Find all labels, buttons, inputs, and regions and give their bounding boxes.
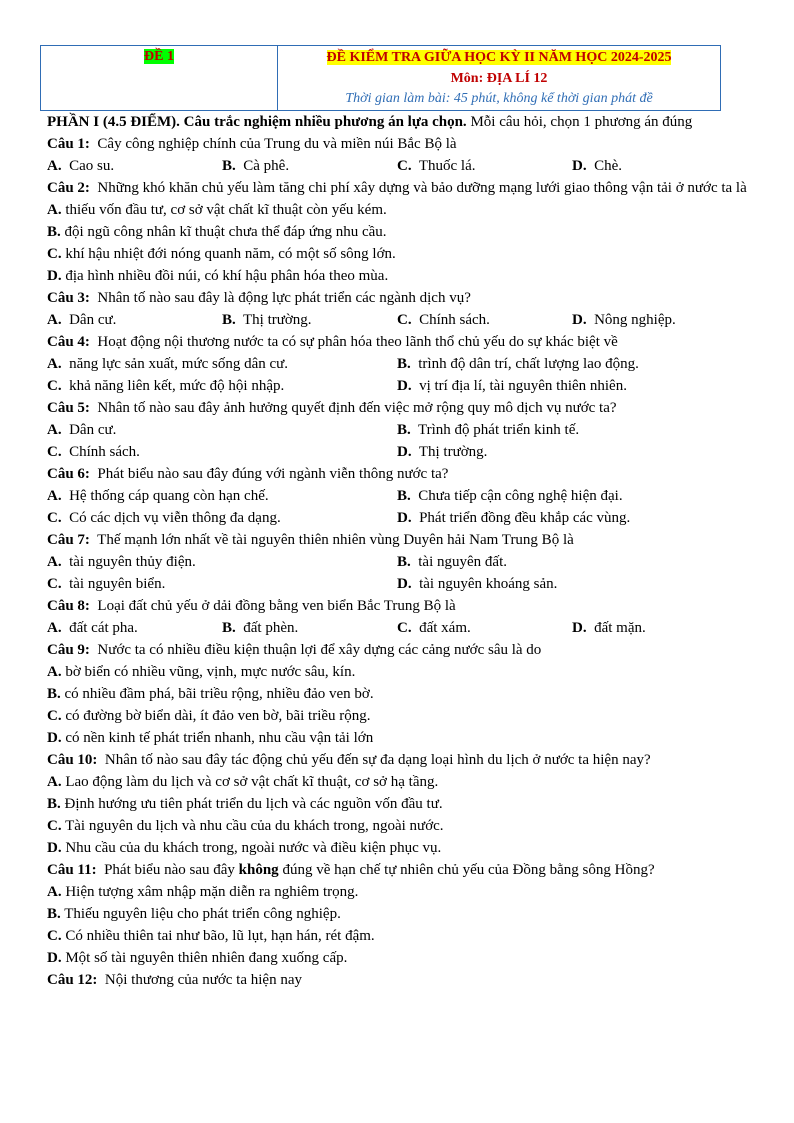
option-a[interactable]: A. Dân cư. (47, 422, 117, 438)
exam-code: ĐỀ 1 (144, 49, 174, 64)
option-b[interactable]: B. Cà phê. (222, 158, 290, 174)
question-1-options (47, 155, 747, 177)
exam-subject: Môn: ĐỊA LÍ 12 (450, 71, 548, 86)
option-a[interactable]: A. đất cát pha. (47, 620, 138, 636)
option-b[interactable]: B. trình độ dân trí, chất lượng lao động. (397, 356, 639, 372)
option-a[interactable]: A. bờ biển có nhiều vũng, vịnh, mực nước sâu, kín. (47, 664, 356, 680)
question-10: Câu 10: Nhân tố nào sau đây tác động chủ yếu đến sự đa dạng loại hình du lịch ở nước ta hiện nay? (47, 752, 651, 768)
option-d[interactable]: D. có nền kinh tế phát triển nhanh, nhu cầu vận tải lớn (47, 730, 374, 746)
question-8: Câu 8: Loại đất chủ yếu ở dải đồng bằng ven biển Bắc Trung Bộ là (47, 598, 456, 614)
exam-title: ĐỀ KIỂM TRA GIỮA HỌC KỲ II NĂM HỌC 2024-2025 (326, 50, 672, 65)
option-b[interactable]: B. có nhiều đầm phá, bãi triều rộng, nhiều đảo ven bờ. (47, 686, 374, 702)
question-9: Câu 9: Nước ta có nhiều điều kiện thuận lợi để xây dựng các cảng nước sâu là do (47, 642, 542, 658)
option-a[interactable]: A. thiếu vốn đầu tư, cơ sở vật chất kĩ thuật còn yếu kém. (47, 202, 387, 218)
option-a[interactable]: A. Hiện tượng xâm nhập mặn diễn ra nghiêm trọng. (47, 884, 359, 900)
option-b[interactable]: B. tài nguyên đất. (397, 554, 507, 570)
option-d[interactable]: D. Thị trường. (397, 444, 488, 460)
option-b[interactable]: B. Trình độ phát triển kinh tế. (397, 422, 580, 438)
option-c[interactable]: C. khả năng liên kết, mức độ hội nhập. (47, 378, 285, 394)
option-d[interactable]: D. Phát triển đồng đều khắp các vùng. (397, 510, 631, 526)
option-d[interactable]: D. tài nguyên khoáng sản. (397, 576, 558, 592)
option-b[interactable]: B. Thiếu nguyên liệu cho phát triển công nghiệp. (47, 906, 341, 922)
option-a[interactable]: A. Dân cư. (47, 312, 117, 328)
option-a[interactable]: A. Hệ thống cáp quang còn hạn chế. (47, 488, 269, 504)
exam-header (40, 45, 721, 111)
option-d[interactable]: D. Nhu cầu của du khách trong, ngoài nước và điều kiện phục vụ. (47, 840, 442, 856)
option-c[interactable]: C. đất xám. (397, 620, 471, 636)
option-b[interactable]: B. Thị trường. (222, 312, 312, 328)
question-6: Câu 6: Phát biểu nào sau đây đúng với ngành viễn thông nước ta? (47, 466, 449, 482)
part1-title: PHẦN I (4.5 ĐIỂM). Câu trắc nghiệm nhiều phương án lựa chọn. (47, 114, 467, 130)
part1-instruction: Mỗi câu hỏi, chọn 1 phương án đúng (466, 114, 693, 130)
option-c[interactable]: C. khí hậu nhiệt đới nóng quanh năm, có một số sông lớn. (47, 246, 396, 262)
option-b[interactable]: B. đất phèn. (222, 620, 299, 636)
option-c[interactable]: C. Thuốc lá. (397, 158, 476, 174)
option-d[interactable]: D. vị trí địa lí, tài nguyên thiên nhiên. (397, 378, 627, 394)
question-12: Câu 12: Nội thương của nước ta hiện nay (47, 972, 302, 988)
question-2: Câu 2: Những khó khăn chủ yếu làm tăng chi phí xây dựng và bảo dưỡng mạng lưới giao thông vận tải ở nước ta là (47, 180, 747, 196)
option-c[interactable]: C. Chính sách. (397, 312, 490, 328)
option-a[interactable]: A. Lao động làm du lịch và cơ sở vật chất kĩ thuật, cơ sở hạ tầng. (47, 774, 439, 790)
question-5: Câu 5: Nhân tố nào sau đây ảnh hưởng quyết định đến việc mở rộng quy mô dịch vụ nước ta? (47, 400, 617, 416)
option-b[interactable]: B. Định hướng ưu tiên phát triển du lịch và các nguồn vốn đầu tư. (47, 796, 443, 812)
option-d[interactable]: D. Một số tài nguyên thiên nhiên đang xuống cấp. (47, 950, 348, 966)
option-a[interactable]: A. năng lực sản xuất, mức sống dân cư. (47, 356, 289, 372)
question-3: Câu 3: Nhân tố nào sau đây là động lực phát triển các ngành dịch vụ? (47, 290, 471, 306)
option-c[interactable]: C. có đường bờ biển dài, ít đảo ven bờ, bãi triều rộng. (47, 708, 371, 724)
exam-title-cell (278, 46, 720, 110)
question-4: Câu 4: Hoạt động nội thương nước ta có sự phân hóa theo lãnh thổ chủ yếu do sự khác biệt về (47, 334, 618, 350)
question-1: Câu 1: Cây công nghiệp chính của Trung du và miền núi Bắc Bộ là (47, 136, 457, 152)
option-a[interactable]: A. Cao su. (47, 158, 115, 174)
exam-content (47, 111, 747, 991)
option-a[interactable]: A. tài nguyên thủy điện. (47, 554, 196, 570)
option-c[interactable]: C. tài nguyên biển. (47, 576, 166, 592)
option-d[interactable]: D. địa hình nhiều đồi núi, có khí hậu phân hóa theo mùa. (47, 268, 389, 284)
question-7: Câu 7: Thế mạnh lớn nhất về tài nguyên thiên nhiên vùng Duyên hải Nam Trung Bộ là (47, 532, 574, 548)
part1-heading (47, 111, 747, 133)
option-d[interactable]: D. Nông nghiệp. (572, 312, 676, 328)
option-d[interactable]: D. Chè. (572, 158, 623, 174)
option-b[interactable]: B. Chưa tiếp cận công nghệ hiện đại. (397, 488, 623, 504)
option-b[interactable]: B. đội ngũ công nhân kĩ thuật chưa thể đáp ứng nhu cầu. (47, 224, 387, 240)
option-c[interactable]: C. Có các dịch vụ viễn thông đa dạng. (47, 510, 281, 526)
option-c[interactable]: C. Chính sách. (47, 444, 140, 460)
option-d[interactable]: D. đất mặn. (572, 620, 646, 636)
question-3-options (47, 309, 747, 331)
option-c[interactable]: C. Tài nguyên du lịch và nhu cầu của du khách trong, ngoài nước. (47, 818, 444, 834)
option-c[interactable]: C. Có nhiều thiên tai như bão, lũ lụt, hạn hán, rét đậm. (47, 928, 375, 944)
question-11: Câu 11: Phát biểu nào sau đây không đúng về hạn chế tự nhiên chủ yếu của Đồng bằng sông Hồng? (47, 862, 655, 878)
exam-time: Thời gian làm bài: 45 phút, không kể thời gian phát đề (345, 91, 653, 106)
exam-code-cell (41, 46, 278, 110)
